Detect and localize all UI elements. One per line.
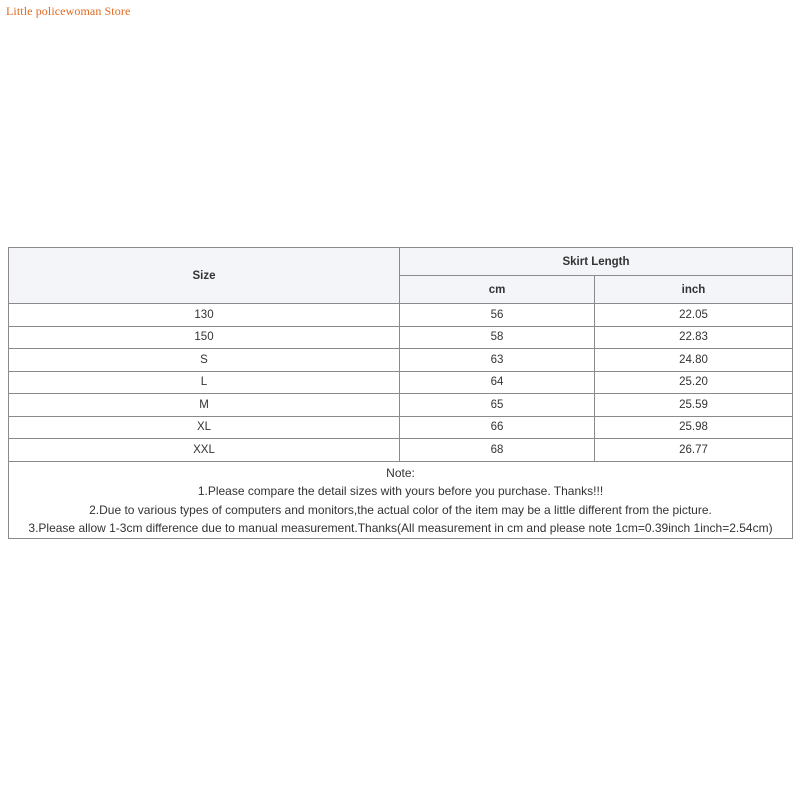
size-cell: XL [9,416,400,439]
cm-column-header: cm [400,276,595,304]
size-chart-table [8,247,793,539]
table-row [9,326,793,349]
notes-row [9,461,793,538]
size-column-header: Size [9,248,400,304]
cm-cell: 68 [400,439,595,462]
cm-cell: 66 [400,416,595,439]
size-cell: L [9,371,400,394]
size-cell: 130 [9,304,400,327]
note-title: Note: [386,465,415,480]
size-cell: S [9,349,400,372]
store-name-watermark: Little policewoman Store [6,4,131,18]
inch-column-header: inch [595,276,793,304]
inch-cell: 26.77 [595,439,793,462]
inch-cell: 25.98 [595,416,793,439]
table-row [9,349,793,372]
note-line-3: 3.Please allow 1-3cm difference due to manual measurement.Thanks(All measurement in cm and please note 1cm=0.39inch 1inch=2.54cm) [28,521,773,535]
size-cell: XXL [9,439,400,462]
inch-cell: 25.20 [595,371,793,394]
table-row [9,439,793,462]
table-row [9,394,793,417]
skirt-length-header: Skirt Length [400,248,793,276]
table-row [9,371,793,394]
inch-cell: 22.83 [595,326,793,349]
size-cell: M [9,394,400,417]
size-cell: 150 [9,326,400,349]
inch-cell: 25.59 [595,394,793,417]
inch-cell: 22.05 [595,304,793,327]
table-row [9,416,793,439]
note-line-1: 1.Please compare the detail sizes with yours before you purchase. Thanks!!! [197,484,604,498]
cm-cell: 56 [400,304,595,327]
cm-cell: 64 [400,371,595,394]
cm-cell: 65 [400,394,595,417]
cm-cell: 63 [400,349,595,372]
table-row [9,304,793,327]
note-line-2: 2.Due to various types of computers and monitors,the actual color of the item may be a little different from the picture. [89,502,712,517]
notes-cell [9,461,793,538]
inch-cell: 24.80 [595,349,793,372]
cm-cell: 58 [400,326,595,349]
